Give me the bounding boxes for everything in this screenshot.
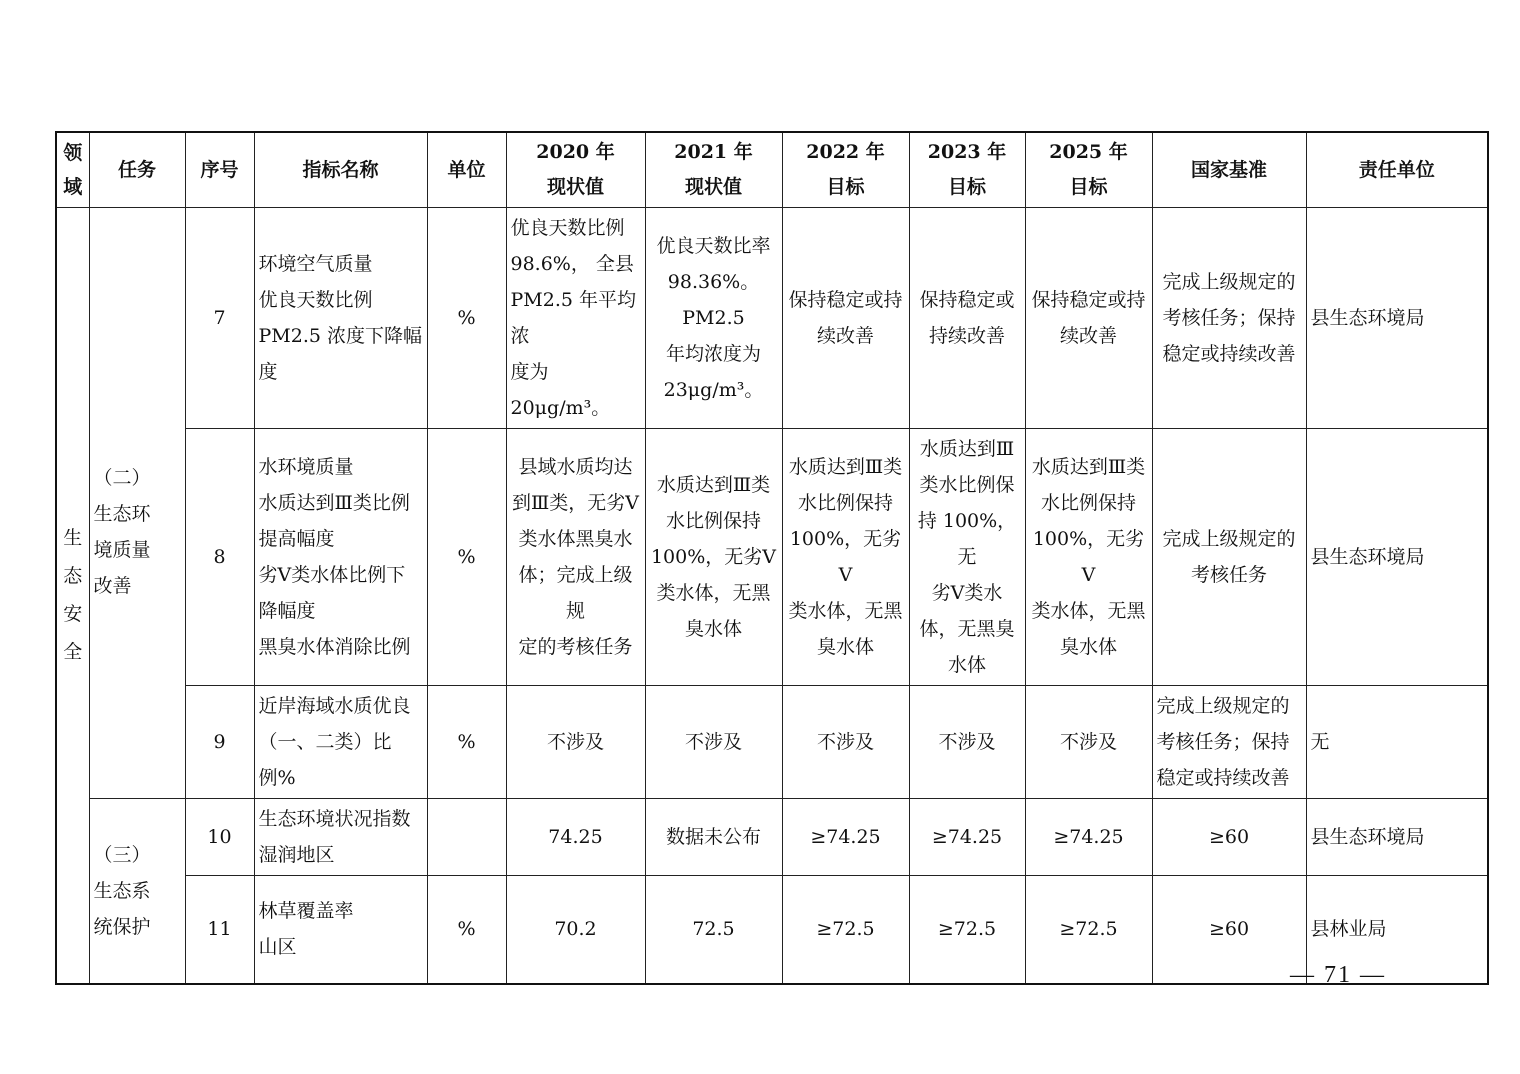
- cell-line: 生态环: [93, 503, 151, 525]
- cell-line: 臭水体: [684, 618, 742, 640]
- cell-line: 臭水体: [1059, 636, 1117, 658]
- table-row: [56, 429, 1488, 686]
- cell-line: 体；完成上级规: [518, 564, 633, 622]
- cell-line: 完成上级规定的: [1156, 695, 1290, 717]
- cell-line: 稳定或持续改善: [1162, 343, 1296, 365]
- cell-line: 水质达到Ⅲ类: [788, 456, 903, 478]
- cell-line: 2025 年: [1049, 141, 1128, 163]
- cell-line: 目标: [947, 176, 986, 198]
- cell-line: 98.36%。PM2.5: [667, 271, 760, 329]
- header-domain-char: 域: [63, 176, 83, 198]
- target-2022-cell: ≥72.5: [782, 876, 909, 984]
- cell-line: 降幅度: [258, 600, 316, 622]
- target-2025-cell: 不涉及: [1025, 686, 1152, 799]
- target-2022-cell: 不涉及: [782, 686, 909, 799]
- target-2022-cell: [782, 429, 909, 686]
- header-national-benchmark: 国家基准: [1152, 132, 1306, 208]
- cell-line: 2021 年: [674, 141, 753, 163]
- cell-line: 保持稳定或持: [1031, 289, 1146, 311]
- header-domain-char: 领: [63, 142, 83, 164]
- target-2022-cell: ≥74.25: [782, 799, 909, 876]
- cell-line: 保持稳定或持: [788, 289, 903, 311]
- target-2025-cell: [1025, 208, 1152, 429]
- cell-line: 优良天数比例: [258, 289, 373, 311]
- cell-line: 水比例保持: [1040, 492, 1136, 514]
- cell-line: 2023 年: [927, 141, 1007, 163]
- page-number: — 71 —: [1290, 962, 1386, 988]
- cell-line: 目标: [826, 176, 865, 198]
- cell-line: 统保护: [93, 915, 151, 938]
- cell-line: 稳定或持续改善: [1156, 767, 1290, 789]
- cell-line: 生: [63, 527, 83, 550]
- indicator-name-cell: [254, 429, 427, 686]
- cell-line: 目标: [1069, 176, 1108, 198]
- unit-cell: %: [427, 876, 506, 984]
- target-2025-cell: ≥72.5: [1025, 876, 1152, 984]
- responsible-unit-cell: 无: [1306, 686, 1488, 799]
- indicator-name-cell: [254, 876, 427, 984]
- cell-line: 劣Ⅴ类水: [931, 582, 1003, 604]
- value-2021-cell: [645, 208, 782, 429]
- cell-line: （一、二类）比例%: [258, 731, 392, 789]
- cell-line: 类水体黑臭水: [518, 528, 633, 550]
- value-2020-cell: [506, 429, 645, 686]
- seq-cell: 11: [185, 876, 254, 984]
- seq-cell: 7: [185, 208, 254, 429]
- header-seq: 序号: [185, 132, 254, 208]
- value-2021-cell: 72.5: [645, 876, 782, 984]
- cell-line: 续改善: [1059, 325, 1117, 347]
- header-2021: [645, 132, 782, 208]
- cell-line: 完成上级规定的: [1162, 528, 1296, 550]
- value-2021-cell: 不涉及: [645, 686, 782, 799]
- value-2021-cell: 数据未公布: [645, 799, 782, 876]
- responsible-unit-cell: 县生态环境局: [1306, 429, 1488, 686]
- table-row: [56, 876, 1488, 984]
- responsible-unit-cell: 县生态环境局: [1306, 208, 1488, 429]
- cell-line: 类水比例保: [919, 474, 1015, 496]
- cell-line: 完成上级规定的: [1162, 271, 1296, 293]
- unit-cell: %: [427, 686, 506, 799]
- cell-line: 水环境质量: [258, 456, 354, 478]
- cell-line: 全: [63, 641, 83, 664]
- cell-line: 生态环境状况指数: [258, 808, 411, 830]
- cell-line: 度为 20μg/m³。: [510, 361, 611, 419]
- table-row: [56, 686, 1488, 799]
- cell-line: 体，无黑臭: [919, 618, 1015, 640]
- national-benchmark-cell: [1152, 429, 1306, 686]
- cell-line: 林草覆盖率: [258, 900, 354, 923]
- target-2023-cell: [909, 208, 1025, 429]
- value-2020-cell: [506, 208, 645, 429]
- cell-line: （三）: [93, 843, 151, 866]
- table-row: [56, 799, 1488, 876]
- target-2023-cell: 不涉及: [909, 686, 1025, 799]
- national-benchmark-cell: ≥60: [1152, 876, 1306, 984]
- national-benchmark-cell: [1152, 686, 1306, 799]
- cell-line: 县域水质均达: [518, 456, 633, 478]
- value-2020-cell: 74.25: [506, 799, 645, 876]
- cell-line: 年均浓度为: [665, 343, 761, 365]
- cell-line: PM2.5 年平均浓: [510, 289, 636, 347]
- unit-cell: %: [427, 429, 506, 686]
- cell-line: 考核任务；保持: [1156, 731, 1290, 753]
- cell-line: 类水体，无黑: [1031, 600, 1146, 622]
- cell-line: 黑臭水体消除比例: [258, 636, 411, 658]
- national-benchmark-cell: [1152, 208, 1306, 429]
- cell-line: 安: [63, 603, 83, 626]
- task-cell: [89, 208, 185, 799]
- cell-line: 类水体，无黑: [788, 600, 903, 622]
- header-2022: [782, 132, 909, 208]
- cell-line: 优良天数比率: [656, 235, 771, 257]
- cell-line: 持续改善: [928, 325, 1005, 347]
- cell-line: 境质量: [93, 539, 151, 561]
- cell-line: 生态系: [93, 879, 151, 902]
- header-2023: [909, 132, 1025, 208]
- target-2022-cell: [782, 208, 909, 429]
- national-benchmark-cell: ≥60: [1152, 799, 1306, 876]
- cell-line: 态: [63, 565, 83, 588]
- table-row: [56, 208, 1488, 429]
- value-2020-cell: 70.2: [506, 876, 645, 984]
- cell-line: 续改善: [816, 325, 874, 347]
- unit-cell: [427, 799, 506, 876]
- indicator-name-cell: [254, 208, 427, 429]
- header-responsible-unit: 责任单位: [1306, 132, 1488, 208]
- cell-line: 臭水体: [816, 636, 874, 658]
- seq-cell: 10: [185, 799, 254, 876]
- cell-line: 100%，无劣Ⅴ: [789, 528, 902, 586]
- cell-line: 近岸海域水质优良: [258, 695, 411, 717]
- header-domain: [56, 132, 89, 208]
- target-2025-cell: [1025, 429, 1152, 686]
- indicator-name-cell: [254, 686, 427, 799]
- value-2021-cell: [645, 429, 782, 686]
- cell-line: 考核任务；保持: [1162, 307, 1296, 329]
- cell-line: 考核任务: [1190, 564, 1267, 586]
- cell-line: 湿润地区: [258, 844, 335, 866]
- cell-line: 环境空气质量: [258, 253, 373, 275]
- cell-line: PM2.5 浓度下降幅度: [258, 325, 422, 383]
- cell-line: 改善: [93, 575, 132, 597]
- cell-line: 定的考核任务: [518, 636, 633, 658]
- cell-line: 23μg/m³。: [663, 379, 764, 401]
- header-indicator-name: 指标名称: [254, 132, 427, 208]
- indicator-table: [55, 131, 1489, 985]
- cell-line: 2022 年: [806, 141, 885, 163]
- header-2020: [506, 132, 645, 208]
- cell-line: 水质达到Ⅲ类比例: [258, 492, 410, 514]
- cell-line: 100%，无劣Ⅴ: [650, 546, 777, 568]
- task-cell: [89, 799, 185, 984]
- seq-cell: 9: [185, 686, 254, 799]
- cell-line: 水质达到Ⅲ: [919, 438, 1015, 460]
- cell-line: 保持稳定或: [919, 289, 1015, 311]
- target-2023-cell: [909, 429, 1025, 686]
- domain-cell: [56, 208, 89, 984]
- cell-line: 提高幅度: [258, 528, 335, 550]
- cell-line: 现状值: [684, 176, 742, 198]
- target-2023-cell: ≥74.25: [909, 799, 1025, 876]
- cell-line: 现状值: [546, 176, 604, 198]
- header-2025: [1025, 132, 1152, 208]
- seq-cell: 8: [185, 429, 254, 686]
- header-task: 任务: [89, 132, 185, 208]
- responsible-unit-cell: 县林业局: [1306, 876, 1488, 984]
- cell-line: 优良天数比例: [510, 217, 625, 239]
- header-row: [56, 132, 1488, 208]
- responsible-unit-cell: 县生态环境局: [1306, 799, 1488, 876]
- indicator-name-cell: [254, 799, 427, 876]
- cell-line: 水比例保持: [665, 510, 761, 532]
- cell-line: 98.6%， 全县: [510, 253, 634, 275]
- value-2020-cell: 不涉及: [506, 686, 645, 799]
- target-2025-cell: ≥74.25: [1025, 799, 1152, 876]
- cell-line: 劣Ⅴ类水体比例下: [258, 564, 406, 586]
- cell-line: 水质达到Ⅲ类: [656, 474, 771, 496]
- cell-line: 到Ⅲ类，无劣Ⅴ: [511, 492, 640, 514]
- cell-line: （二）: [93, 467, 151, 489]
- cell-line: 2020 年: [536, 141, 615, 163]
- cell-line: 100%，无劣Ⅴ: [1032, 528, 1145, 586]
- cell-line: 类水体，无黑: [656, 582, 771, 604]
- cell-line: 水体: [947, 654, 986, 676]
- cell-line: 水比例保持: [797, 492, 893, 514]
- cell-line: 山区: [258, 936, 297, 959]
- cell-line: 水质达到Ⅲ类: [1031, 456, 1146, 478]
- unit-cell: %: [427, 208, 506, 429]
- cell-line: 持 100%，无: [917, 510, 1017, 568]
- header-unit: 单位: [427, 132, 506, 208]
- target-2023-cell: ≥72.5: [909, 876, 1025, 984]
